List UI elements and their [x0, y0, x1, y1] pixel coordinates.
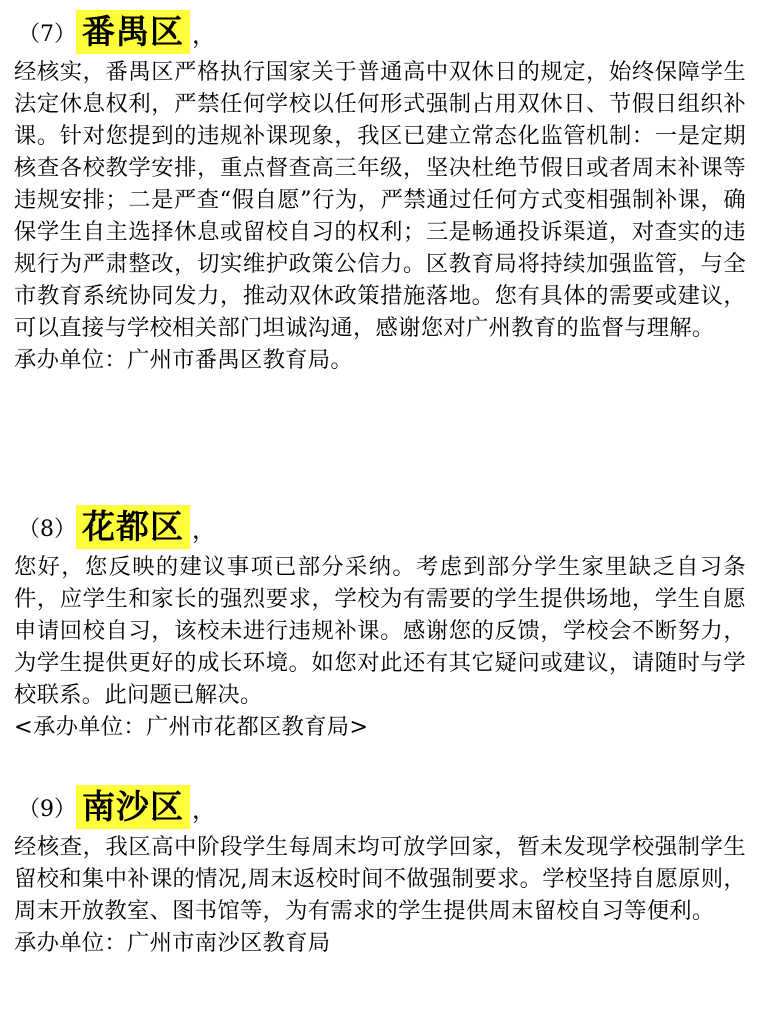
section-huadu	[14, 505, 746, 743]
section-body-text: 经核查，我区高中阶段学生每周末均可放学回家，暂未发现学校强制学生留校和集中补课的情况,周末返校时间不做强制要求。学校坚持自愿原则，周末开放教室、图书馆等，为有需求的学生提供周末留校自习等便利。	[14, 834, 746, 924]
section-panyu	[14, 10, 746, 376]
handling-unit: <承办单位：广州市花都区教育局>	[14, 714, 369, 740]
section-heading	[14, 505, 746, 549]
district-name-highlighted: 花都区	[76, 505, 190, 549]
heading-comma: ，	[192, 795, 216, 824]
section-nansha	[14, 785, 746, 959]
section-heading	[14, 10, 746, 54]
section-number: （8）	[18, 516, 76, 542]
handling-unit: 承办单位：广州市番禺区教育局。	[14, 347, 353, 373]
district-name-highlighted: 番禺区	[76, 10, 190, 54]
section-body-text: 您好，您反映的建议事项已部分采纳。考虑到部分学生家里缺乏自习条件，应学生和家长的强烈要求，学校为有需要的学生提供场地，学生自愿申请回校自习，该校未进行违规补课。感谢您的反馈，学校会不断努力，为学生提供更好的成长环境。如您对此还有其它疑问或建议，请随时与学校联系。此问题已解决。	[14, 554, 746, 708]
section-number: （9）	[18, 796, 76, 822]
section-number: （7）	[18, 21, 76, 47]
heading-comma: ，	[192, 515, 216, 544]
heading-comma: ，	[192, 20, 216, 49]
handling-unit: 承办单位：广州市南沙区教育局	[14, 930, 331, 956]
section-body-text: 经核实，番禺区严格执行国家关于普通高中双休日的规定，始终保障学生法定休息权利，严禁任何学校以任何形式强制占用双休日、节假日组织补课。针对您提到的违规补课现象，我区已建立常态化监管机制：一是定期核查各校教学安排，重点督查高三年级，坚决杜绝节假日或者周末补课等违规安排；二是严查“假自愿”行为，严禁通过任何方式变相强制补课，确保学生自主选择休息或留校自习的权利；三是畅通投诉渠道，对查实的违规行为严肃整改，切实维护政策公信力。区教育局将持续加强监管，与全市教育系统协同发力，推动双休政策措施落地。您有具体的需要或建议，可以直接与学校相关部门坦诚沟通，感谢您对广州教育的监督与理解。	[14, 59, 746, 341]
section-heading	[14, 785, 746, 829]
district-name-highlighted: 南沙区	[76, 785, 190, 829]
